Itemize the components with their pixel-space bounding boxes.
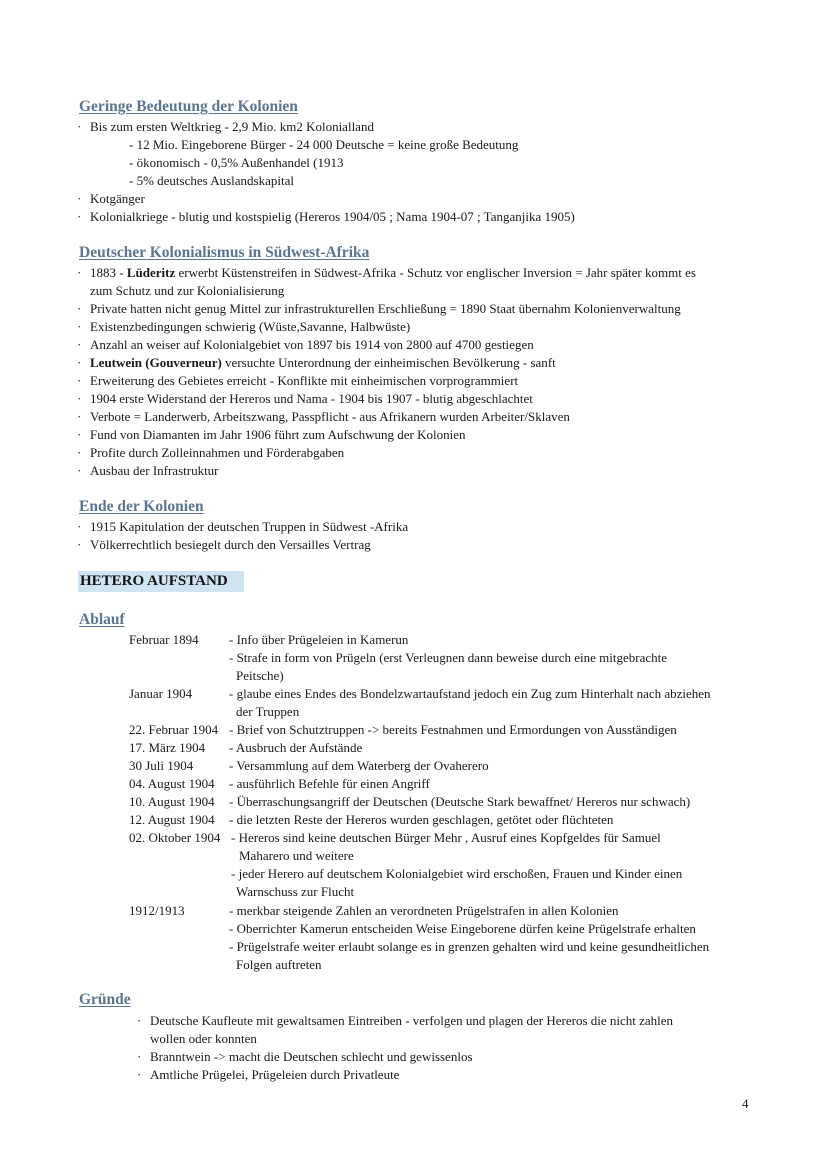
bullet: · — [77, 337, 82, 352]
page-number: 4 — [742, 1096, 749, 1111]
timeline-date: 30 Juli 1904 — [129, 758, 194, 773]
timeline-date: Februar 1894 — [129, 632, 199, 647]
timeline-date: Januar 1904 — [129, 686, 193, 701]
list-item — [90, 354, 556, 372]
bullet: · — [77, 391, 82, 406]
timeline-date: 12. August 1904 — [129, 812, 215, 827]
list-item-continuation: wollen oder konnten — [150, 1031, 257, 1046]
bullet: · — [77, 409, 82, 424]
bullet: · — [77, 355, 82, 370]
timeline-text: Peitsche) — [236, 668, 284, 683]
list-item: Bis zum ersten Weltkrieg - 2,9 Mio. km2 Kolonialland — [90, 119, 374, 134]
bullet: · — [77, 119, 82, 134]
timeline-date: 1912/1913 — [129, 903, 185, 918]
section-heading-gruende: Gründe — [79, 991, 131, 1008]
timeline-date: 10. August 1904 — [129, 794, 215, 809]
timeline-date: 04. August 1904 — [129, 776, 215, 791]
list-item: Branntwein -> macht die Deutschen schlecht und gewissenlos — [150, 1049, 473, 1064]
timeline-text: - die letzten Reste der Hereros wurden geschlagen, getötet oder flüchteten — [229, 812, 614, 827]
bold-segment: Lüderitz — [126, 265, 176, 280]
timeline-text: - merkbar steigende Zahlen an verordneten Prügelstrafen in allen Kolonien — [229, 903, 619, 918]
bullet: · — [77, 519, 82, 534]
timeline-text: - Oberrichter Kamerun entscheiden Weise Eingeborene dürfen keine Prügelstrafe erhalten — [229, 921, 696, 936]
list-item: Profite durch Zolleinnahmen und Förderabgaben — [90, 445, 345, 460]
section-heading-ende-der-kolonien: Ende der Kolonien — [79, 498, 204, 515]
banner-title: HETERO AUFSTAND — [80, 573, 228, 589]
timeline-date: 02. Oktober 1904 — [129, 830, 221, 845]
bullet: · — [77, 301, 82, 316]
list-item: Erweiterung des Gebietes erreicht - Konflikte mit einheimischen vorprogrammiert — [90, 373, 519, 388]
list-item: Deutsche Kaufleute mit gewaltsamen Eintreiben - verfolgen und plagen der Hereros die nicht zahlen — [150, 1013, 674, 1028]
timeline-text: - Brief von Schutztruppen -> bereits Festnahmen und Ermordungen von Ausständigen — [229, 722, 677, 737]
timeline-text: - Versammlung auf dem Waterberg der Ovaherero — [229, 758, 489, 773]
text-segment: erwerbt Küstenstreifen in Südwest-Afrika - Schutz vor englischer Inversion = Jahr später kommt es — [175, 265, 696, 280]
bullet: · — [77, 463, 82, 478]
list-item — [90, 264, 696, 282]
text-segment: versuchte Unterordnung der einheimischen Bevölkerung - sanft — [221, 355, 556, 370]
list-item: Existenzbedingungen schwierig (Wüste,Savanne, Halbwüste) — [90, 319, 411, 334]
timeline-text: Warnschuss zur Flucht — [236, 884, 355, 899]
timeline-text: - jeder Herero auf deutschem Kolonialgebiet wird erschoßen, Frauen und Kinder einen — [231, 866, 683, 881]
list-item: Kotgänger — [90, 191, 145, 206]
bullet: · — [137, 1049, 142, 1064]
list-subitem: - 12 Mio. Eingeborene Bürger - 24 000 Deutsche = keine große Bedeutung — [129, 137, 519, 152]
bullet: · — [137, 1013, 142, 1028]
list-item-continuation: zum Schutz und zur Kolonialisierung — [90, 283, 285, 298]
timeline-date: 17. März 1904 — [129, 740, 206, 755]
section-heading-suedwest-afrika: Deutscher Kolonialismus in Südwest-Afrika — [79, 244, 370, 261]
timeline-text: - Ausbruch der Aufstände — [229, 740, 363, 755]
timeline-text: - Info über Prügeleien in Kamerun — [229, 632, 409, 647]
list-item: Kolonialkriege - blutig und kostspielig (Hereros 1904/05 ; Nama 1904-07 ; Tanganjika 1905) — [90, 209, 575, 224]
section-heading-geringe-bedeutung: Geringe Bedeutung der Kolonien — [79, 98, 298, 115]
list-subitem: - 5% deutsches Auslandskapital — [129, 173, 294, 188]
timeline-text: - glaube eines Endes des Bondelzwartaufstand jedoch ein Zug zum Hinterhalt nach abziehen — [229, 686, 711, 701]
bullet: · — [77, 265, 82, 280]
bullet: · — [77, 319, 82, 334]
bullet: · — [77, 537, 82, 552]
list-item: Amtliche Prügelei, Prügeleien durch Privatleute — [150, 1067, 400, 1082]
timeline-date: 22. Februar 1904 — [129, 722, 219, 737]
list-item: Verbote = Landerwerb, Arbeitszwang, Passpflicht - aus Afrikanern wurden Arbeiter/Sklaven — [90, 409, 570, 424]
bullet: · — [137, 1067, 142, 1082]
timeline-text: - Prügelstrafe weiter erlaubt solange es in grenzen gehalten wird und keine gesundheitlichen — [229, 939, 710, 954]
timeline-text: Maharero und weitere — [239, 848, 354, 863]
list-item: Anzahl an weiser auf Kolonialgebiet von 1897 bis 1914 von 2800 auf 4700 gestiegen — [90, 337, 534, 352]
timeline-text: - ausführlich Befehle für einen Angriff — [229, 776, 430, 791]
list-item: Ausbau der Infrastruktur — [90, 463, 219, 478]
bold-segment: Leutwein (Gouverneur) — [90, 355, 222, 370]
list-subitem: - ökonomisch - 0,5% Außenhandel (1913 — [129, 155, 344, 170]
timeline-text: - Hereros sind keine deutschen Bürger Mehr , Ausruf eines Kopfgeldes für Samuel — [231, 830, 661, 845]
bullet: · — [77, 373, 82, 388]
timeline-text: Folgen auftreten — [236, 957, 322, 972]
list-item: 1915 Kapitulation der deutschen Truppen in Südwest -Afrika — [90, 519, 409, 534]
list-item: 1904 erste Widerstand der Hereros und Nama - 1904 bis 1907 - blutig abgeschlachtet — [90, 391, 533, 406]
timeline-text: - Überraschungsangriff der Deutschen (Deutsche Stark bewaffnet/ Hereros nur schwach) — [229, 794, 691, 809]
section-heading-ablauf: Ablauf — [79, 611, 125, 628]
list-item: Völkerrechtlich besiegelt durch den Versailles Vertrag — [90, 537, 371, 552]
bullet: · — [77, 427, 82, 442]
bullet: · — [77, 445, 82, 460]
timeline-text: der Truppen — [236, 704, 300, 719]
bullet: · — [77, 191, 82, 206]
bullet: · — [77, 209, 82, 224]
highlighted-title-banner — [78, 571, 244, 592]
timeline-text: - Strafe in form von Prügeln (erst Verleugnen dann beweise durch eine mitgebrachte — [229, 650, 668, 665]
text-segment: 1883 - — [90, 265, 127, 280]
list-item: Private hatten nicht genug Mittel zur infrastrukturellen Erschließung = 1890 Staat übernahm Kolonienverwaltung — [90, 301, 681, 316]
list-item: Fund von Diamanten im Jahr 1906 führt zum Aufschwung der Kolonien — [90, 427, 466, 442]
